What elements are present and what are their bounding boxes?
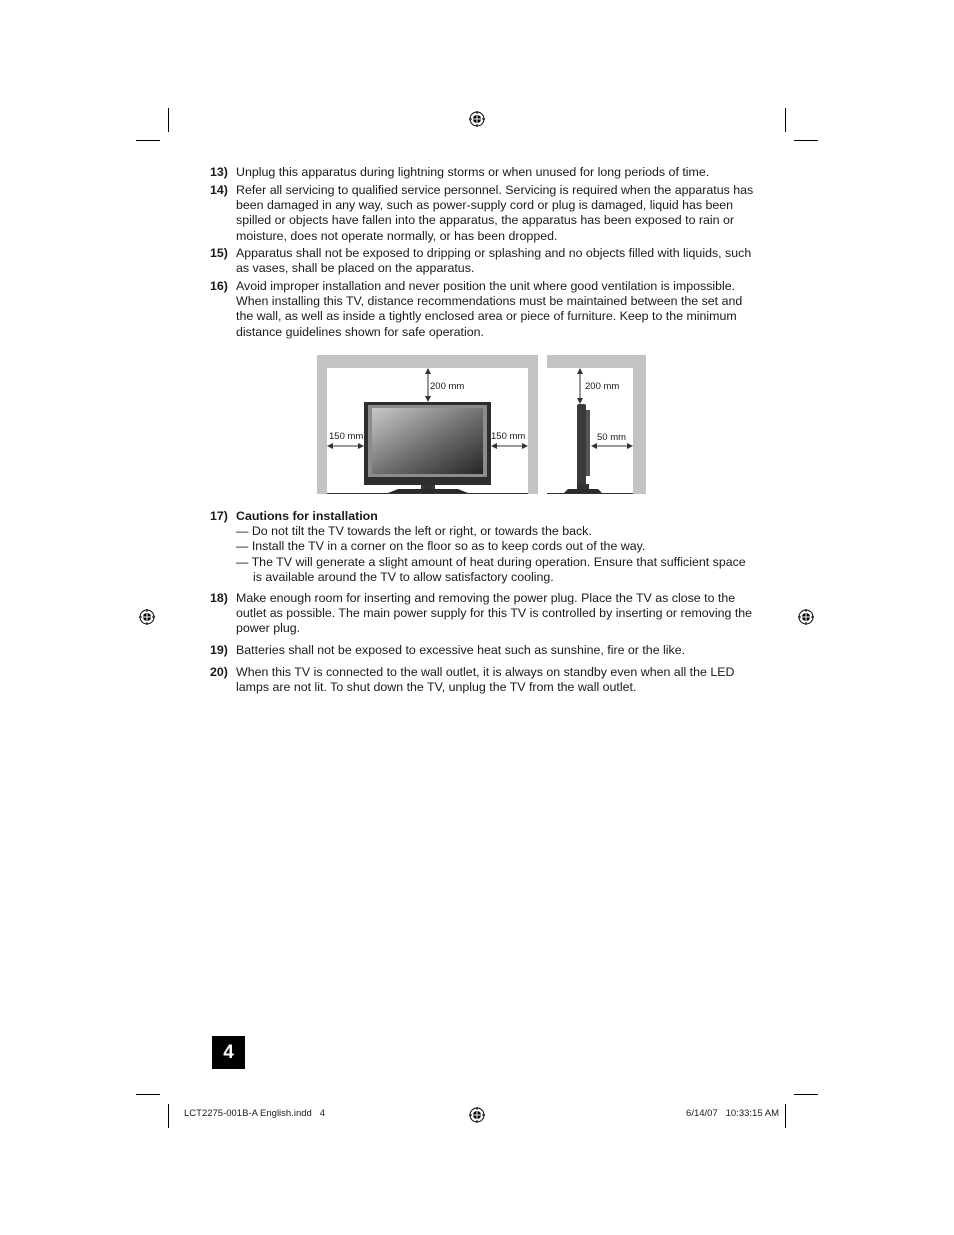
crop-mark <box>136 140 160 141</box>
item-text: Make enough room for inserting and removing the power plug. Place the TV as close to the outlet as possible. The main power supply for this TV is controlled by inserting or removing the power plug. <box>236 591 753 636</box>
item-text: Apparatus shall not be exposed to dripping or splashing and no objects filled with liquids, such as vases, shall be placed on the apparatus. <box>236 246 752 276</box>
safety-item-16 <box>210 279 755 340</box>
crop-mark <box>136 1094 160 1095</box>
caution-bullet: — Install the TV in a corner on the floor so as to keep cords out of the way. <box>236 539 646 554</box>
tv-front-illustration <box>364 402 491 493</box>
safety-item-14 <box>210 183 755 244</box>
safety-item-19 <box>210 643 755 658</box>
item-text: Avoid improper installation and never position the unit where good ventilation is impossible. When installing this TV, distance recommendations must be maintained between the set and the wall, as well as inside a tightly enclosed area or piece of furniture. Keep to the minimum distance guidelines shown for safe operation. <box>236 279 743 339</box>
item-text: Unplug this apparatus during lightning storms or when unused for long periods of time. <box>236 165 710 179</box>
crop-mark <box>168 1104 169 1128</box>
caution-bullet: — Do not tilt the TV towards the left or right, or towards the back. <box>236 524 592 539</box>
item-number: 18) <box>210 591 228 605</box>
item-number: 14) <box>210 183 228 197</box>
front-left-clearance-label: 150 mm <box>329 431 364 442</box>
footer-timestamp: 6/14/07 10:33:15 AM <box>686 1108 779 1119</box>
item-text: Refer all servicing to qualified service personnel. Servicing is required when the apparatus has been damaged in any way, such as power-supply cord or plug is damaged, liquid has been spilled or objects have fallen into the apparatus, the apparatus has been exposed to rain or moisture, does not operate normally, or has been dropped. <box>236 183 754 243</box>
crop-mark <box>794 1094 818 1095</box>
side-top-clearance-label: 200 mm <box>585 381 620 392</box>
item-number: 13) <box>210 165 228 179</box>
item-number: 16) <box>210 279 228 293</box>
front-right-clearance-label: 150 mm <box>491 431 526 442</box>
crop-mark <box>794 140 818 141</box>
front-top-clearance-label: 200 mm <box>430 381 465 392</box>
ventilation-clearance-diagram <box>316 354 647 495</box>
registration-mark-icon <box>469 111 485 127</box>
crop-mark <box>168 108 169 132</box>
side-view <box>547 355 646 494</box>
side-back-clearance-label: 50 mm <box>597 432 627 443</box>
item-number: 20) <box>210 665 228 679</box>
registration-mark-icon <box>469 1107 485 1123</box>
item-text: When this TV is connected to the wall outlet, it is always on standby even when all the LED lamps are not lit. To shut down the TV, unplug the TV from the wall outlet. <box>236 665 735 695</box>
safety-item-20 <box>210 665 755 695</box>
safety-item-17 <box>210 509 755 585</box>
registration-mark-icon <box>798 609 814 625</box>
front-view <box>317 355 538 494</box>
safety-item-18 <box>210 591 755 637</box>
footer-file-name: LCT2275-001B-A English.indd 4 <box>184 1108 326 1119</box>
page-number: 4 <box>212 1036 245 1069</box>
item-heading: Cautions for installation <box>236 509 378 523</box>
item-number: 17) <box>210 509 228 523</box>
item-number: 15) <box>210 246 228 260</box>
item-number: 19) <box>210 643 228 657</box>
item-text: Batteries shall not be exposed to excessive heat such as sunshine, fire or the like. <box>236 643 686 657</box>
caution-bullet: — The TV will generate a slight amount of heat during operation. Ensure that sufficient space is available around the TV to allow satisfactory cooling. <box>236 554 746 584</box>
crop-mark <box>785 1104 786 1128</box>
safety-item-15 <box>210 246 755 276</box>
safety-item-13 <box>210 165 755 180</box>
crop-mark <box>785 108 786 132</box>
registration-mark-icon <box>139 609 155 625</box>
